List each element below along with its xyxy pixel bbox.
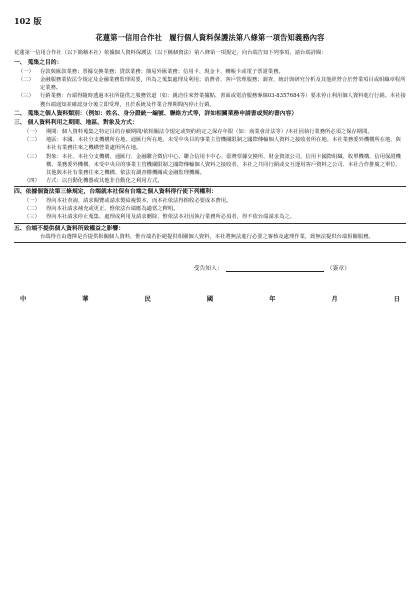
date-row — [14, 294, 406, 303]
version-label: 102 版 — [14, 16, 42, 26]
item-number — [18, 233, 40, 241]
signature-label: 受告知人： — [193, 266, 223, 273]
item-text: 地區：本國、本社分支機構所在地、通匯行所在地、未受中央目的事業主管機關限制之國際傳輸個人資料之接收者所在地、本社業務委外機構所在地、與本社有業務往來之機構營業處所所在地。 — [46, 137, 401, 152]
section-heading-1: 一、 蒐集之目的： — [14, 60, 63, 67]
item-text: 期間：個人資料蒐集之特定目的存續期間/依相關法令規定或契約約定之保存年限（如：商業會計法等）/本社因執行業務所必須之保存期間。 — [46, 129, 373, 135]
item-number: （二） — [18, 77, 34, 83]
item-number: （一） — [24, 129, 40, 135]
date-char: 年 — [269, 296, 276, 304]
divider — [14, 242, 406, 243]
item-text: 方式：以自動化機器或其他非自動化之利用方式。 — [46, 178, 163, 185]
section-heading-5: 五、台端不提供個人資料所致權益之影響： — [14, 225, 125, 232]
date-char: 日 — [393, 296, 400, 304]
item-number: （三） — [24, 214, 40, 221]
date-char: 國 — [206, 296, 214, 304]
signature-row — [14, 263, 406, 272]
document-title: 花蓮第一信用合作社 履行個人資料保護法第八條第一項告知義務內容 — [95, 33, 325, 42]
divider — [14, 223, 406, 224]
section-3-item-3 — [24, 153, 406, 178]
item-number: （一） — [18, 68, 34, 75]
section-4-item-2 — [24, 205, 406, 213]
date-char: 中 — [20, 296, 27, 304]
item-text: 行銷業務：台端得隨時透過本社所提供之服務管道（如：親洽往來營業據點、書面或電洽服務專線03-8357684等）要求停止利用個人資料進行行銷。本社接獲台端通知並確認身分後立即受理，且於系統及作業合理期間內停止行銷。 — [40, 93, 406, 108]
item-number: （三） — [24, 153, 40, 160]
item-number: （一） — [24, 198, 40, 205]
section-3-item-4 — [24, 177, 406, 185]
section-5-text — [18, 233, 406, 241]
item-number: （三） — [18, 93, 34, 100]
signature-line[interactable] — [226, 265, 324, 272]
section-heading-2: 二、 蒐集之個人資料類別：（例如：姓名、身分證統一編號、聯絡方式等，詳如相關業務申請書或契約書內容） — [14, 110, 298, 117]
divider — [14, 186, 406, 187]
section-1-item-1 — [18, 68, 406, 76]
section-1-item-2 — [18, 76, 406, 92]
signature-suffix: （簽章） — [326, 266, 350, 273]
item-text: 台端得自由選擇是否提供相關個人資料，惟台端若拒絕提供相關個人資料，本社將無法進行必要之審核及處理作業，致無法提供台端相關服務。 — [40, 234, 374, 241]
item-text: 存款與匯款業務；票據交換業務；貸款業務；簡易外匯業務；信用卡、現金卡、轉帳卡或電子票證業務。 — [40, 68, 284, 75]
item-text: 對象：本社、本社分支機構、通匯行、金融聯合徵信中心、聯合信用卡中心、臺灣票據交換所、財金資訊公司、信用卡國際組織、收單機構、信用保證機構、業務委外機構、未受中央目的事業主管機關限制之國際傳輸個人資料之接收者、本社之共同行銷或交互運用客戶資料之公司、本社合作推廣之單位、其他與本社有業務往來之機構、依法有調查權機關或金融監理機關。 — [46, 153, 401, 177]
item-text: 得向本社請求停止蒐集、處理或利用及請求刪除，惟依法本社因執行業務所必須者，得不依台端請求為之。 — [46, 214, 295, 221]
date-char: 月 — [331, 296, 338, 304]
item-text: 得向本社請求補充或更正，惟依法台端應為適當之釋明。 — [46, 206, 179, 213]
section-3-item-1 — [24, 128, 406, 136]
item-text: 金融服務業依法令規定及金融業務監理需要，所為之蒐集處理及利用；消費者、客戶管理服務；調查、統計與研究分析及其他經營合於營業項目或組織章程所定業務。 — [40, 77, 406, 92]
section-heading-3: 三、 個人資料利用之期間、地區、對象及方式： — [14, 120, 138, 127]
date-char: 華 — [82, 296, 89, 304]
section-heading-4: 四、依據個資法第三條規定，台端就本社保有台端之個人資料得行使下列權利： — [14, 189, 217, 196]
item-number: （二） — [24, 206, 40, 213]
date-char: 民 — [144, 296, 151, 304]
section-4-item-1 — [24, 197, 406, 205]
item-number: （二） — [24, 137, 40, 144]
intro-paragraph: 花蓮第一信用合作社（以下簡稱本社）依據個人資料保護法（以下稱個資法）第八條第一項規定，向台端告知下列事項，請台端詳閱： — [14, 50, 327, 56]
section-4-item-3 — [24, 213, 406, 221]
item-text: 得向本社查詢、請求閱覽或請求製給複製本，而本社依法得酌收必要成本費用。 — [46, 198, 232, 205]
section-1-item-3 — [18, 92, 406, 108]
item-number: （四） — [24, 178, 40, 185]
section-3-item-2 — [24, 136, 406, 152]
